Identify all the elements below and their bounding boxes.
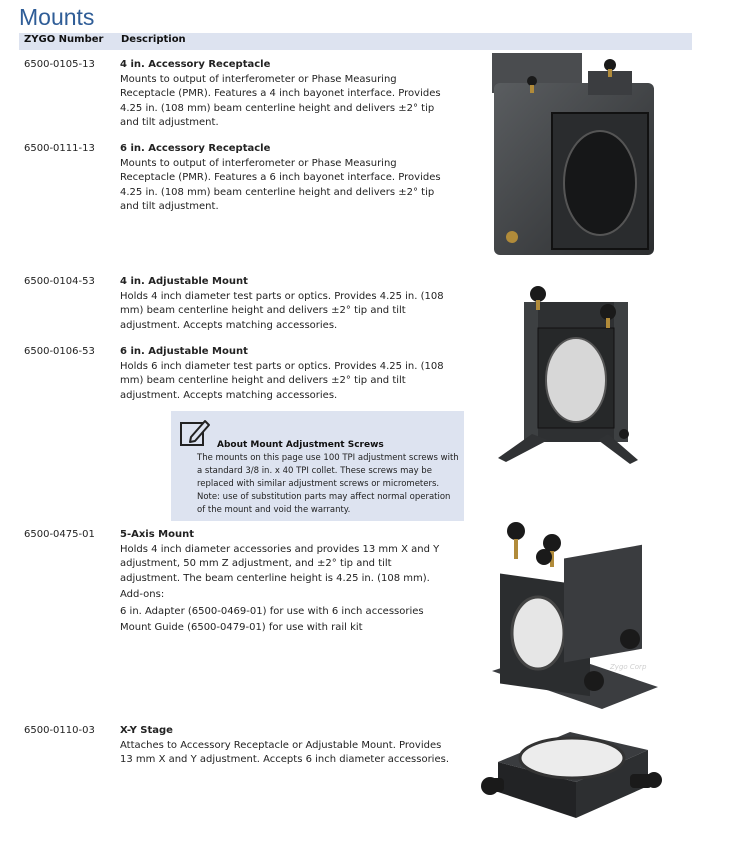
product-title: 4 in. Adjustable Mount — [120, 276, 248, 287]
product-text: Holds 4 inch diameter test parts or optics. Provides 4.25 in. (108 mm) beam centerline height and delivers ±2° tip and tilt adjustment. Accepts matching accessories. — [120, 290, 444, 331]
product-text: Holds 6 inch diameter test parts or optics. Provides 4.25 in. (108 mm) beam centerline height and delivers ±2° tip and tilt adjustment. Accepts matching accessories. — [120, 360, 444, 401]
note-box — [171, 411, 464, 521]
product-description — [120, 528, 450, 636]
product-description — [120, 345, 450, 403]
adjustable-mount-photo — [488, 284, 656, 470]
product-description — [120, 142, 450, 215]
product-number: 6500-0105-13 — [24, 59, 95, 70]
product-text: Mounts to output of interferometer or Phase Measuring Receptacle (PMR). Features a 4 inch bayonet interface. Provides 4.25 in. (108 mm) beam centerline height and delivers ±2° tip and tilt adjustment. — [120, 73, 441, 128]
five-axis-mount-photo — [482, 521, 668, 709]
product-description — [120, 724, 450, 768]
note-title: About Mount Adjustment Screws — [217, 440, 384, 450]
product-title: 5-Axis Mount — [120, 529, 194, 540]
product-number: 6500-0111-13 — [24, 143, 95, 154]
product-title: X-Y Stage — [120, 725, 173, 736]
addons-label: Add-ons: — [120, 589, 165, 600]
product-text: Mounts to output of interferometer or Phase Measuring Receptacle (PMR). Features a 6 inch bayonet interface. Provides 4.25 in. (108 mm) beam centerline height and delivers ±2° tip and tilt adjustment. — [120, 157, 441, 212]
product-title: 6 in. Adjustable Mount — [120, 346, 248, 357]
header-zygo-number: ZYGO Number — [24, 34, 104, 45]
product-number: 6500-0104-53 — [24, 276, 95, 287]
product-number: 6500-0475-01 — [24, 529, 95, 540]
edit-note-icon — [179, 417, 211, 449]
product-number: 6500-0106-53 — [24, 346, 95, 357]
accessory-receptacle-photo — [492, 53, 658, 259]
note-text: The mounts on this page use 100 TPI adjustment screws with a standard 3/8 in. x 40 TPI collet. These screws may be replaced with similar adjustment screws or micrometers. Note: use of substitution parts may affect normal operation of the mount and void the warranty. — [197, 453, 459, 515]
page-title: Mounts — [19, 4, 95, 30]
product-description — [120, 58, 450, 131]
brand-mark: Zygo Corp — [610, 663, 647, 671]
product-number: 6500-0110-03 — [24, 725, 95, 736]
addon-item: Mount Guide (6500-0479-01) for use with rail kit — [120, 622, 363, 633]
xy-stage-photo — [480, 722, 668, 832]
product-text: Holds 4 inch diameter accessories and provides 13 mm X and Y adjustment, 50 mm Z adjustment, and ±2° tip and tilt adjustment. The beam centerline height is 4.25 in. (108 mm). — [120, 543, 440, 584]
addon-item: 6 in. Adapter (6500-0469-01) for use with 6 inch accessories — [120, 605, 424, 617]
product-title: 4 in. Accessory Receptacle — [120, 59, 271, 70]
product-description — [120, 275, 450, 333]
table-header — [19, 33, 692, 50]
product-text: Attaches to Accessory Receptacle or Adjustable Mount. Provides 13 mm X and Y adjustment. Accepts 6 inch diameter accessories. — [120, 739, 450, 765]
header-description: Description — [121, 34, 186, 45]
product-title: 6 in. Accessory Receptacle — [120, 143, 271, 154]
